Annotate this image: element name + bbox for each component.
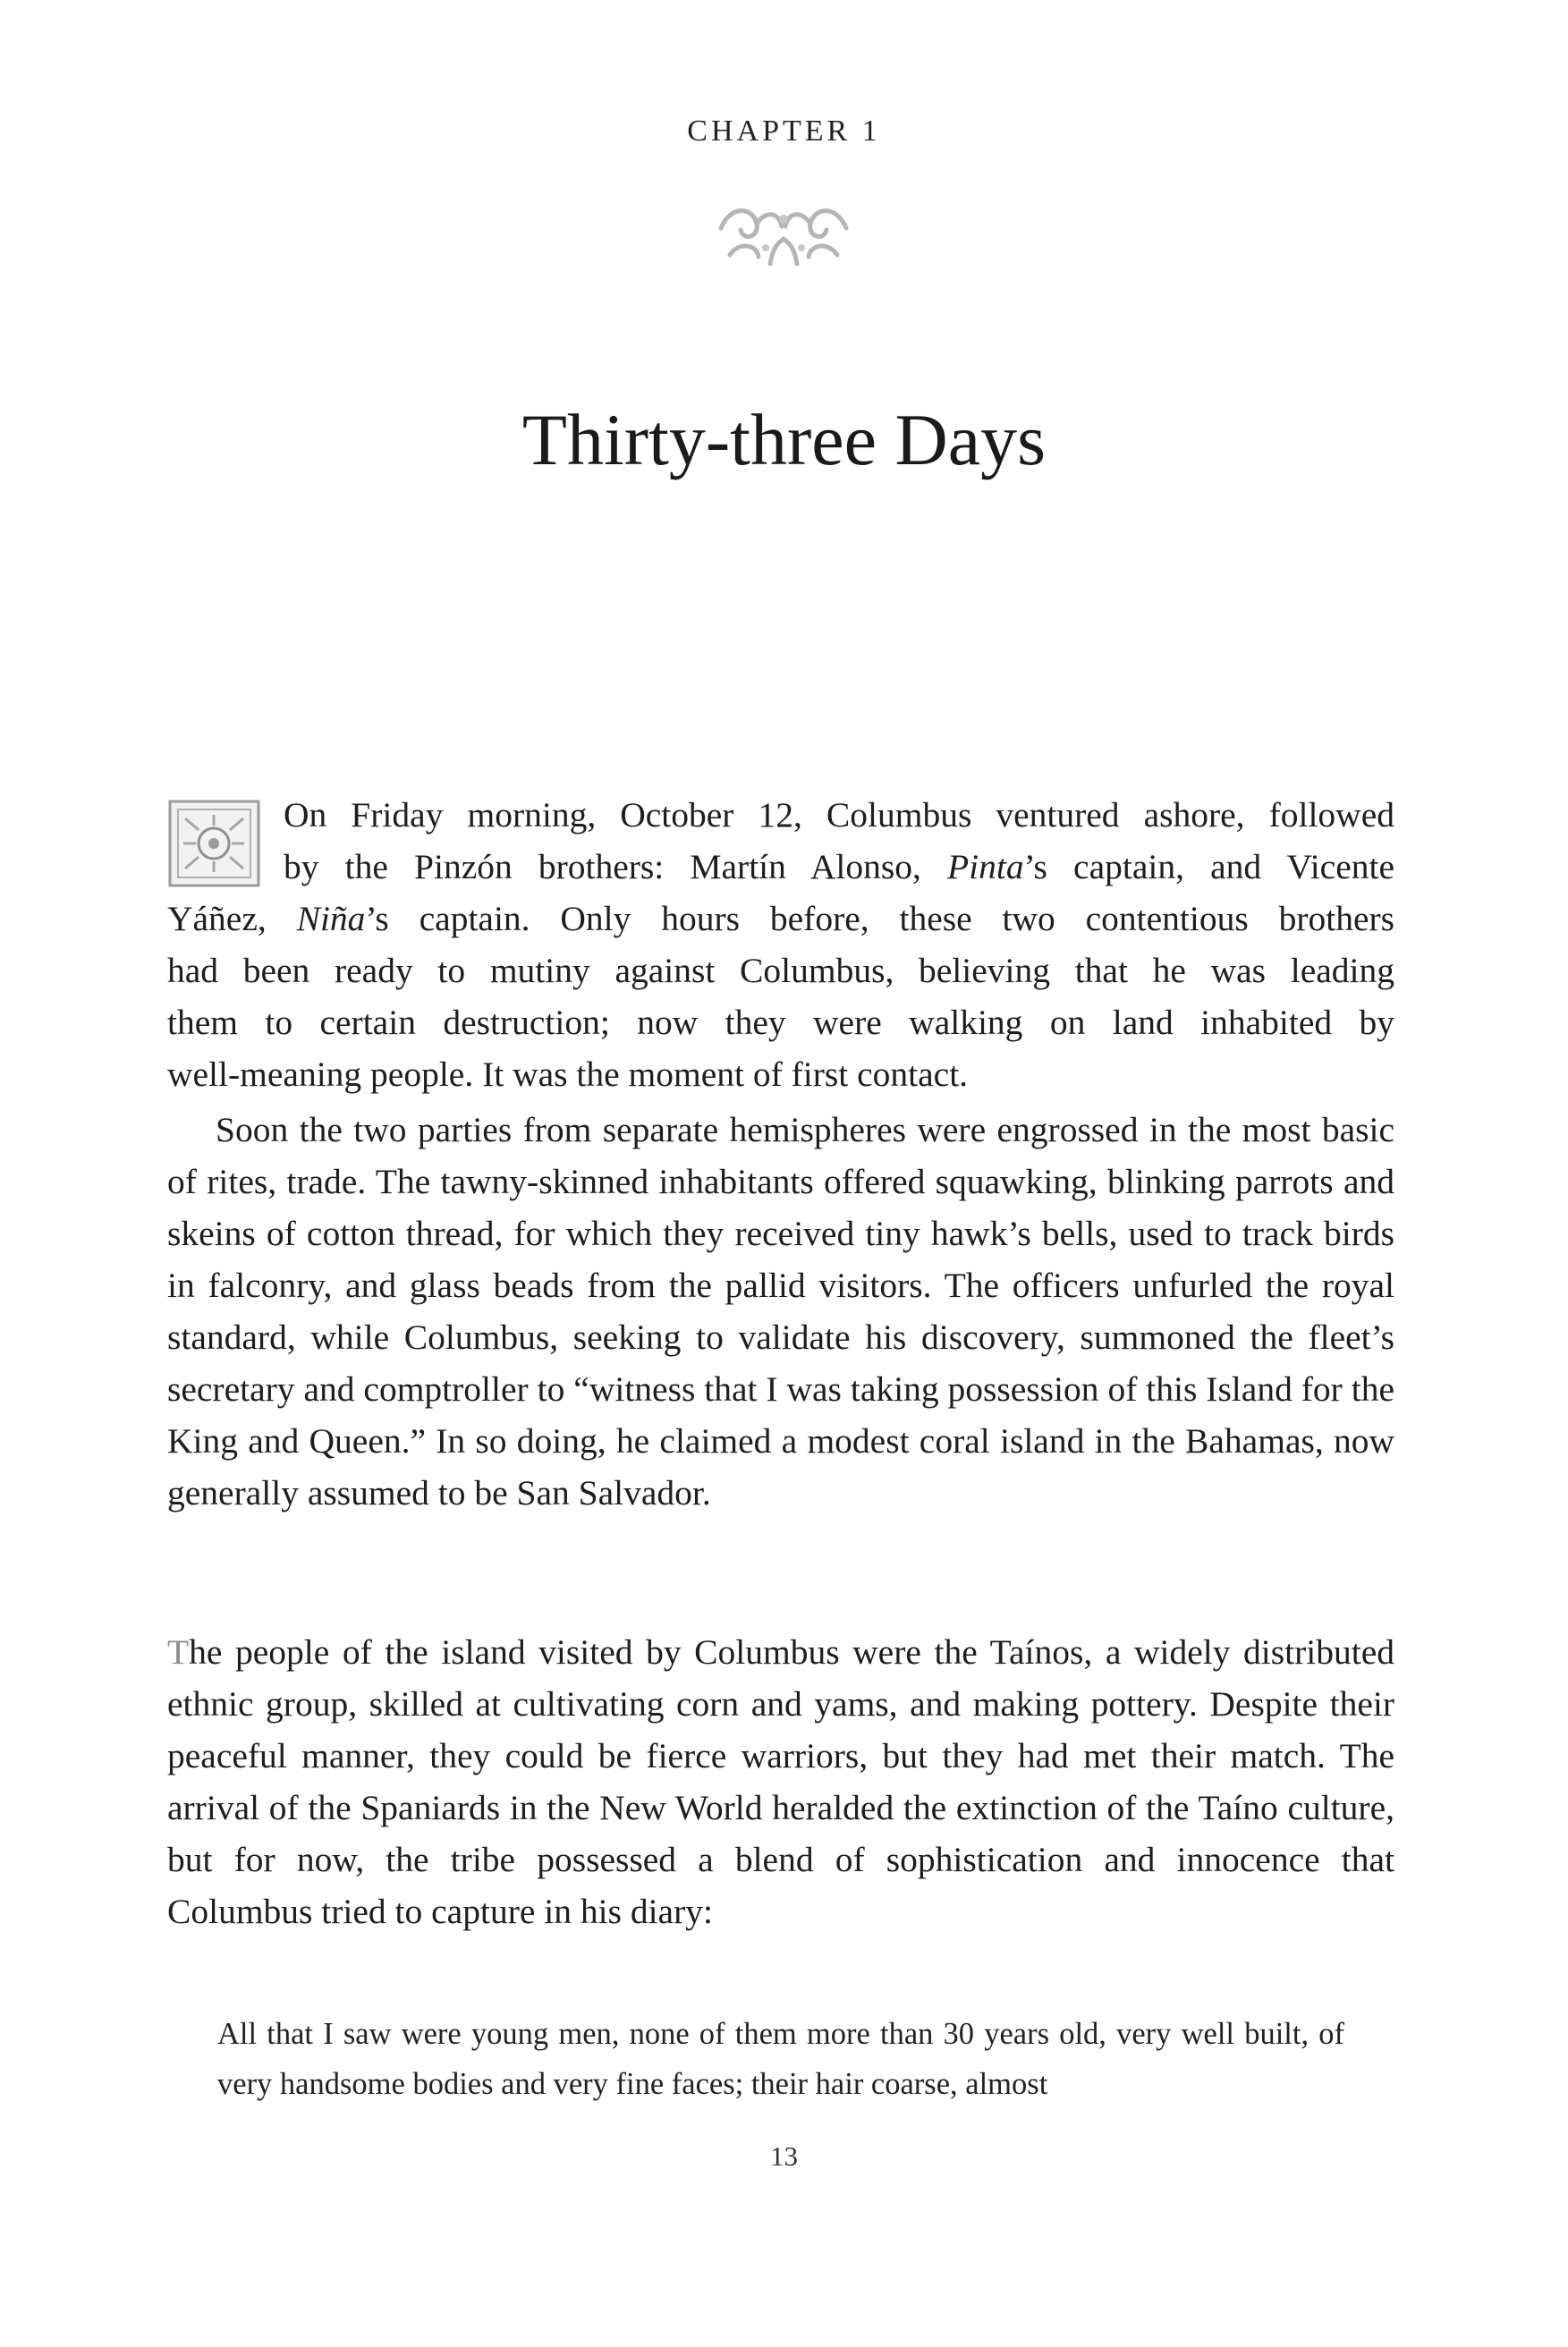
- paragraph-3-text: he people of the island visited by Columbus were the Taínos, a widely distributed ethnic group, skilled at cultivating corn and yams, and making pottery. Despite their peaceful manner, they could be fierce warriors, but they had met their match. The arrival of the Spaniards in the New World heralded the extinction of the Taíno culture, but for now, the tribe possessed a blend of sophistication and innocence that Columbus tried to capture in his diary:: [167, 1632, 1394, 1931]
- ornament-icon: [703, 192, 864, 273]
- paragraph-1-line-5: them to certain destruction; now they were walking on land inhabited by: [167, 1003, 1394, 1042]
- paragraph-1-line-6: well-meaning people. It was the moment of first contact.: [167, 1055, 969, 1094]
- block-quote: All that I saw were young men, none of them more than 30 years old, very well built, of very handsome bodies and very fine faces; their hair coarse, almost: [217, 2017, 1344, 2101]
- paragraph-1-line-4: had been ready to mutiny against Columbus, believing that he was leading: [167, 951, 1394, 990]
- paragraph-1: [167, 789, 1394, 1100]
- paragraph-1-line-1: On Friday morning, October 12, Columbus ventured ashore, followed: [284, 795, 1394, 835]
- text-run: ’s captain. Only hours before, these two contentious brothers: [365, 899, 1394, 938]
- paragraph-3-initial: T: [167, 1632, 190, 1672]
- text-run: ’s captain, and Vicente: [1023, 847, 1394, 886]
- paragraph-2: Soon the two parties from separate hemispheres were engrossed in the most basic of rites, trade. The tawny-skinned inhabitants offered squawking, blinking parrots and skeins of cotton thread, for which they received tiny hawk’s bells, used to track birds in falconry, and glass beads from the pallid visitors. The officers unfurled the royal standard, while Columbus, seeking to validate his discovery, summoned the fleet’s secretary and comptroller to “witness that I was taking possession of this Island for the King and Queen.” In so doing, he claimed a modest coral island in the Bahamas, now generally assumed to be San Salvador.: [167, 1110, 1394, 1512]
- ship-name-pinta: Pinta: [947, 847, 1024, 886]
- chapter-title: Thirty-three Days: [521, 399, 1047, 480]
- paragraph-1-line-2: [167, 841, 1394, 893]
- page-number: 13: [770, 2140, 798, 2172]
- ship-name-nina: Niña: [296, 899, 366, 938]
- paragraph-1-line-3: [167, 893, 1394, 945]
- text-run: Yáñez,: [167, 899, 297, 938]
- paragraph-3: [167, 1626, 1394, 1937]
- text-run: by the Pinzón brothers: Martín Alonso,: [284, 847, 947, 886]
- chapter-label: CHAPTER 1: [687, 114, 881, 148]
